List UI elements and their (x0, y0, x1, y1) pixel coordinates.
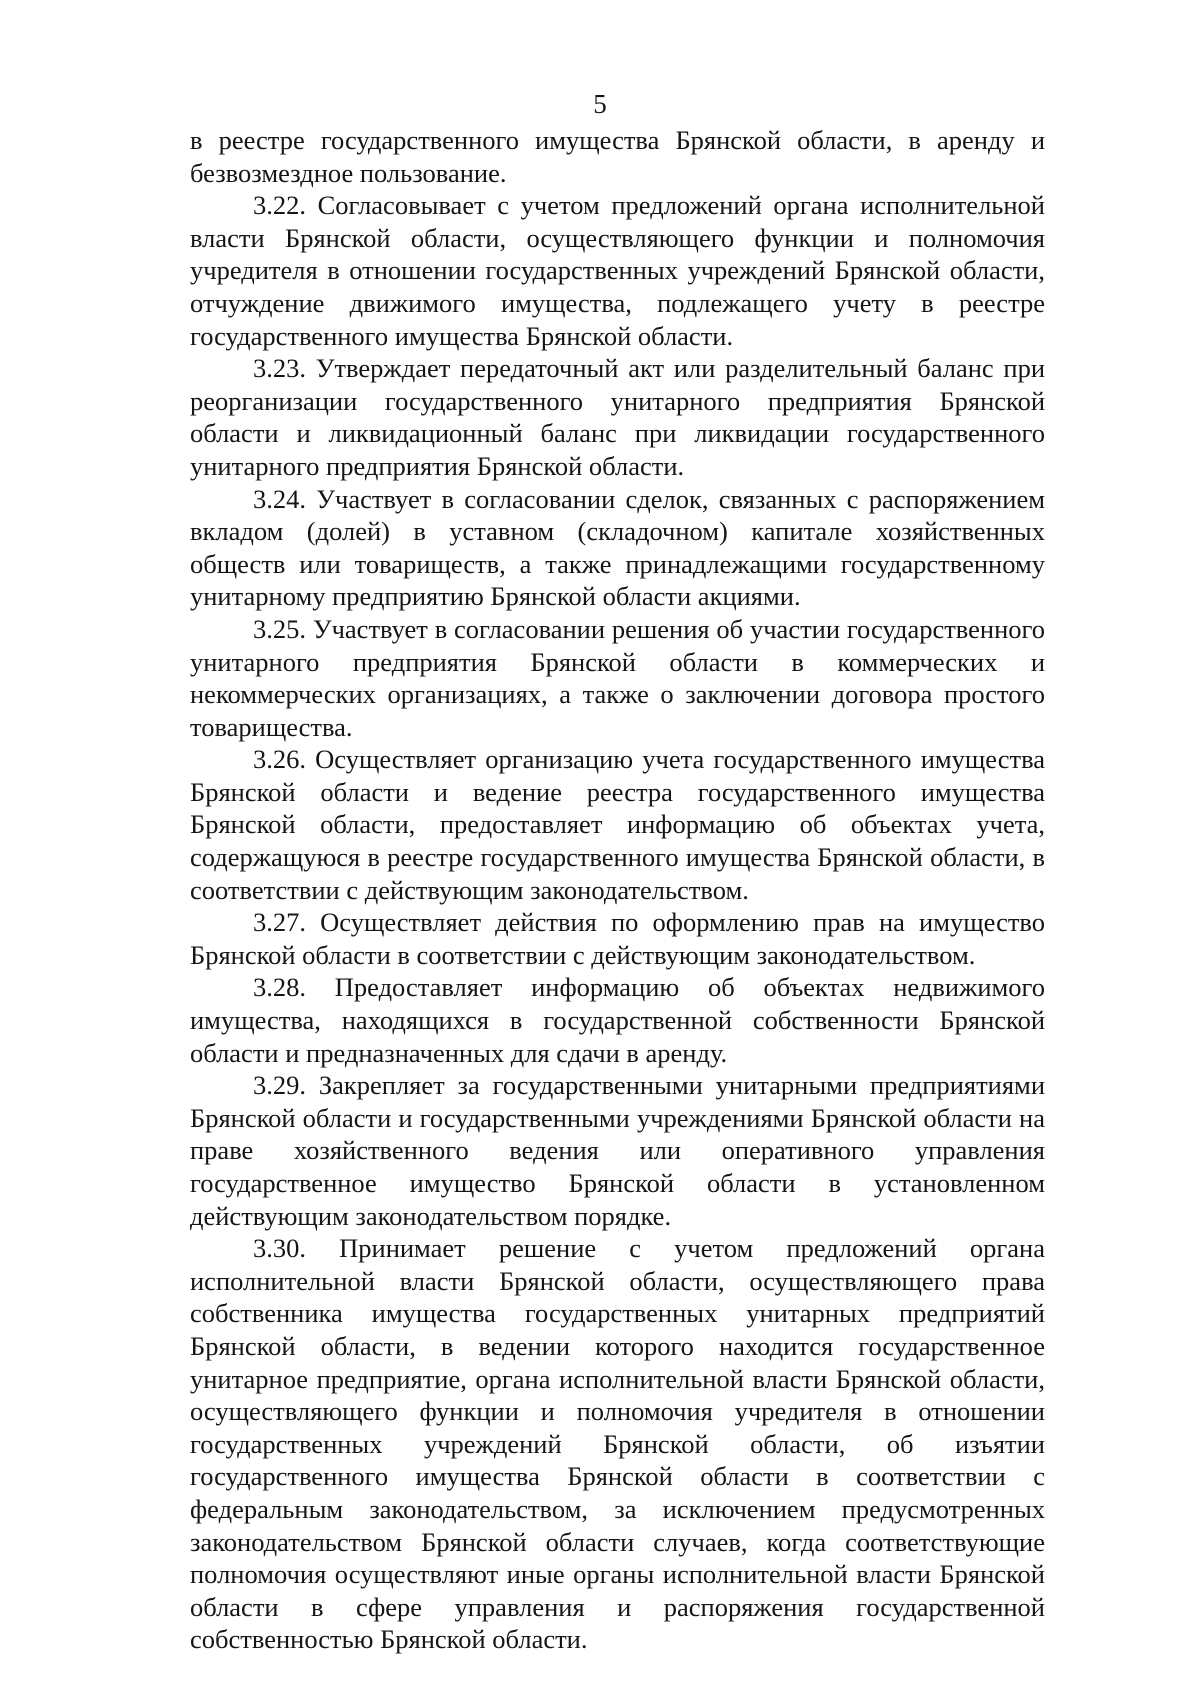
paragraph-3-26: 3.26. Осуществляет организацию учета государственного имущества Брянской области и ведение реестра государственного имущества Брянской области, предоставляет информацию об объектах учета, содержащуюся в реестре государственного имущества Брянской области, в соответствии с действующим законодательством. (190, 744, 1045, 905)
page-number: 5 (593, 89, 607, 119)
paragraph-3-24: 3.24. Участвует в согласовании сделок, связанных с распоряжением вкладом (долей) в уставном (складочном) капитале хозяйственных обществ или товариществ, а также принадлежащими государственному унитарному предприятию Брянской области акциями. (190, 483, 1045, 612)
paragraph-3-25: 3.25. Участвует в согласовании решения об участии государственного унитарного предприятия Брянской области в коммерческих и некоммерческих организациях, а также о заключении договора простого товарищества. (190, 613, 1045, 742)
document-body (190, 124, 1045, 1656)
paragraph-3-23: 3.23. Утверждает передаточный акт или разделительный баланс при реорганизации государственного унитарного предприятия Брянской области и ликвидационный баланс при ликвидации государственного унитарного предприятия Брянской области. (190, 353, 1045, 481)
paragraph-3-28: 3.28. Предоставляет информацию об объектах недвижимого имущества, находящихся в государственной собственности Брянской области и предназначенных для сдачи в аренду. (190, 972, 1045, 1068)
paragraph-3-30: 3.30. Принимает решение с учетом предложений органа исполнительной власти Брянской области, осуществляющего права собственника имущества государственных унитарных предприятий Брянской области, в ведении которого находится государственное унитарное предприятие, органа исполнительной власти Брянской области, осуществляющего функции и полномочия учредителя в отношении государственных учреждений Брянской области, об изъятии государственного имущества Брянской области в соответствии с федеральным законодательством, за исключением предусмотренных законодательством Брянской области случаев, когда соответствующие полномочия осуществляют иные органы исполнительной власти Брянской области в сфере управления и распоряжения государственной собственностью Брянской области. (190, 1233, 1045, 1655)
paragraph-continuation: в реестре государственного имущества Брянской области, в аренду и безвозмездное пользование. (190, 125, 1045, 188)
paragraph-3-27: 3.27. Осуществляет действия по оформлению прав на имущество Брянской области в соответствии с действующим законодательством. (190, 907, 1045, 970)
paragraph-3-29: 3.29. Закрепляет за государственными унитарными предприятиями Брянской области и государственными учреждениями Брянской области на праве хозяйственного ведения или оперативного управления государственное имущество Брянской области в установленном действующим законодательством порядке. (190, 1070, 1045, 1231)
paragraph-3-22: 3.22. Согласовывает с учетом предложений органа исполнительной власти Брянской области, осуществляющего функции и полномочия учредителя в отношении государственных учреждений Брянской области, отчуждение движимого имущества, подлежащего учету в реестре государственного имущества Брянской области. (190, 190, 1045, 351)
